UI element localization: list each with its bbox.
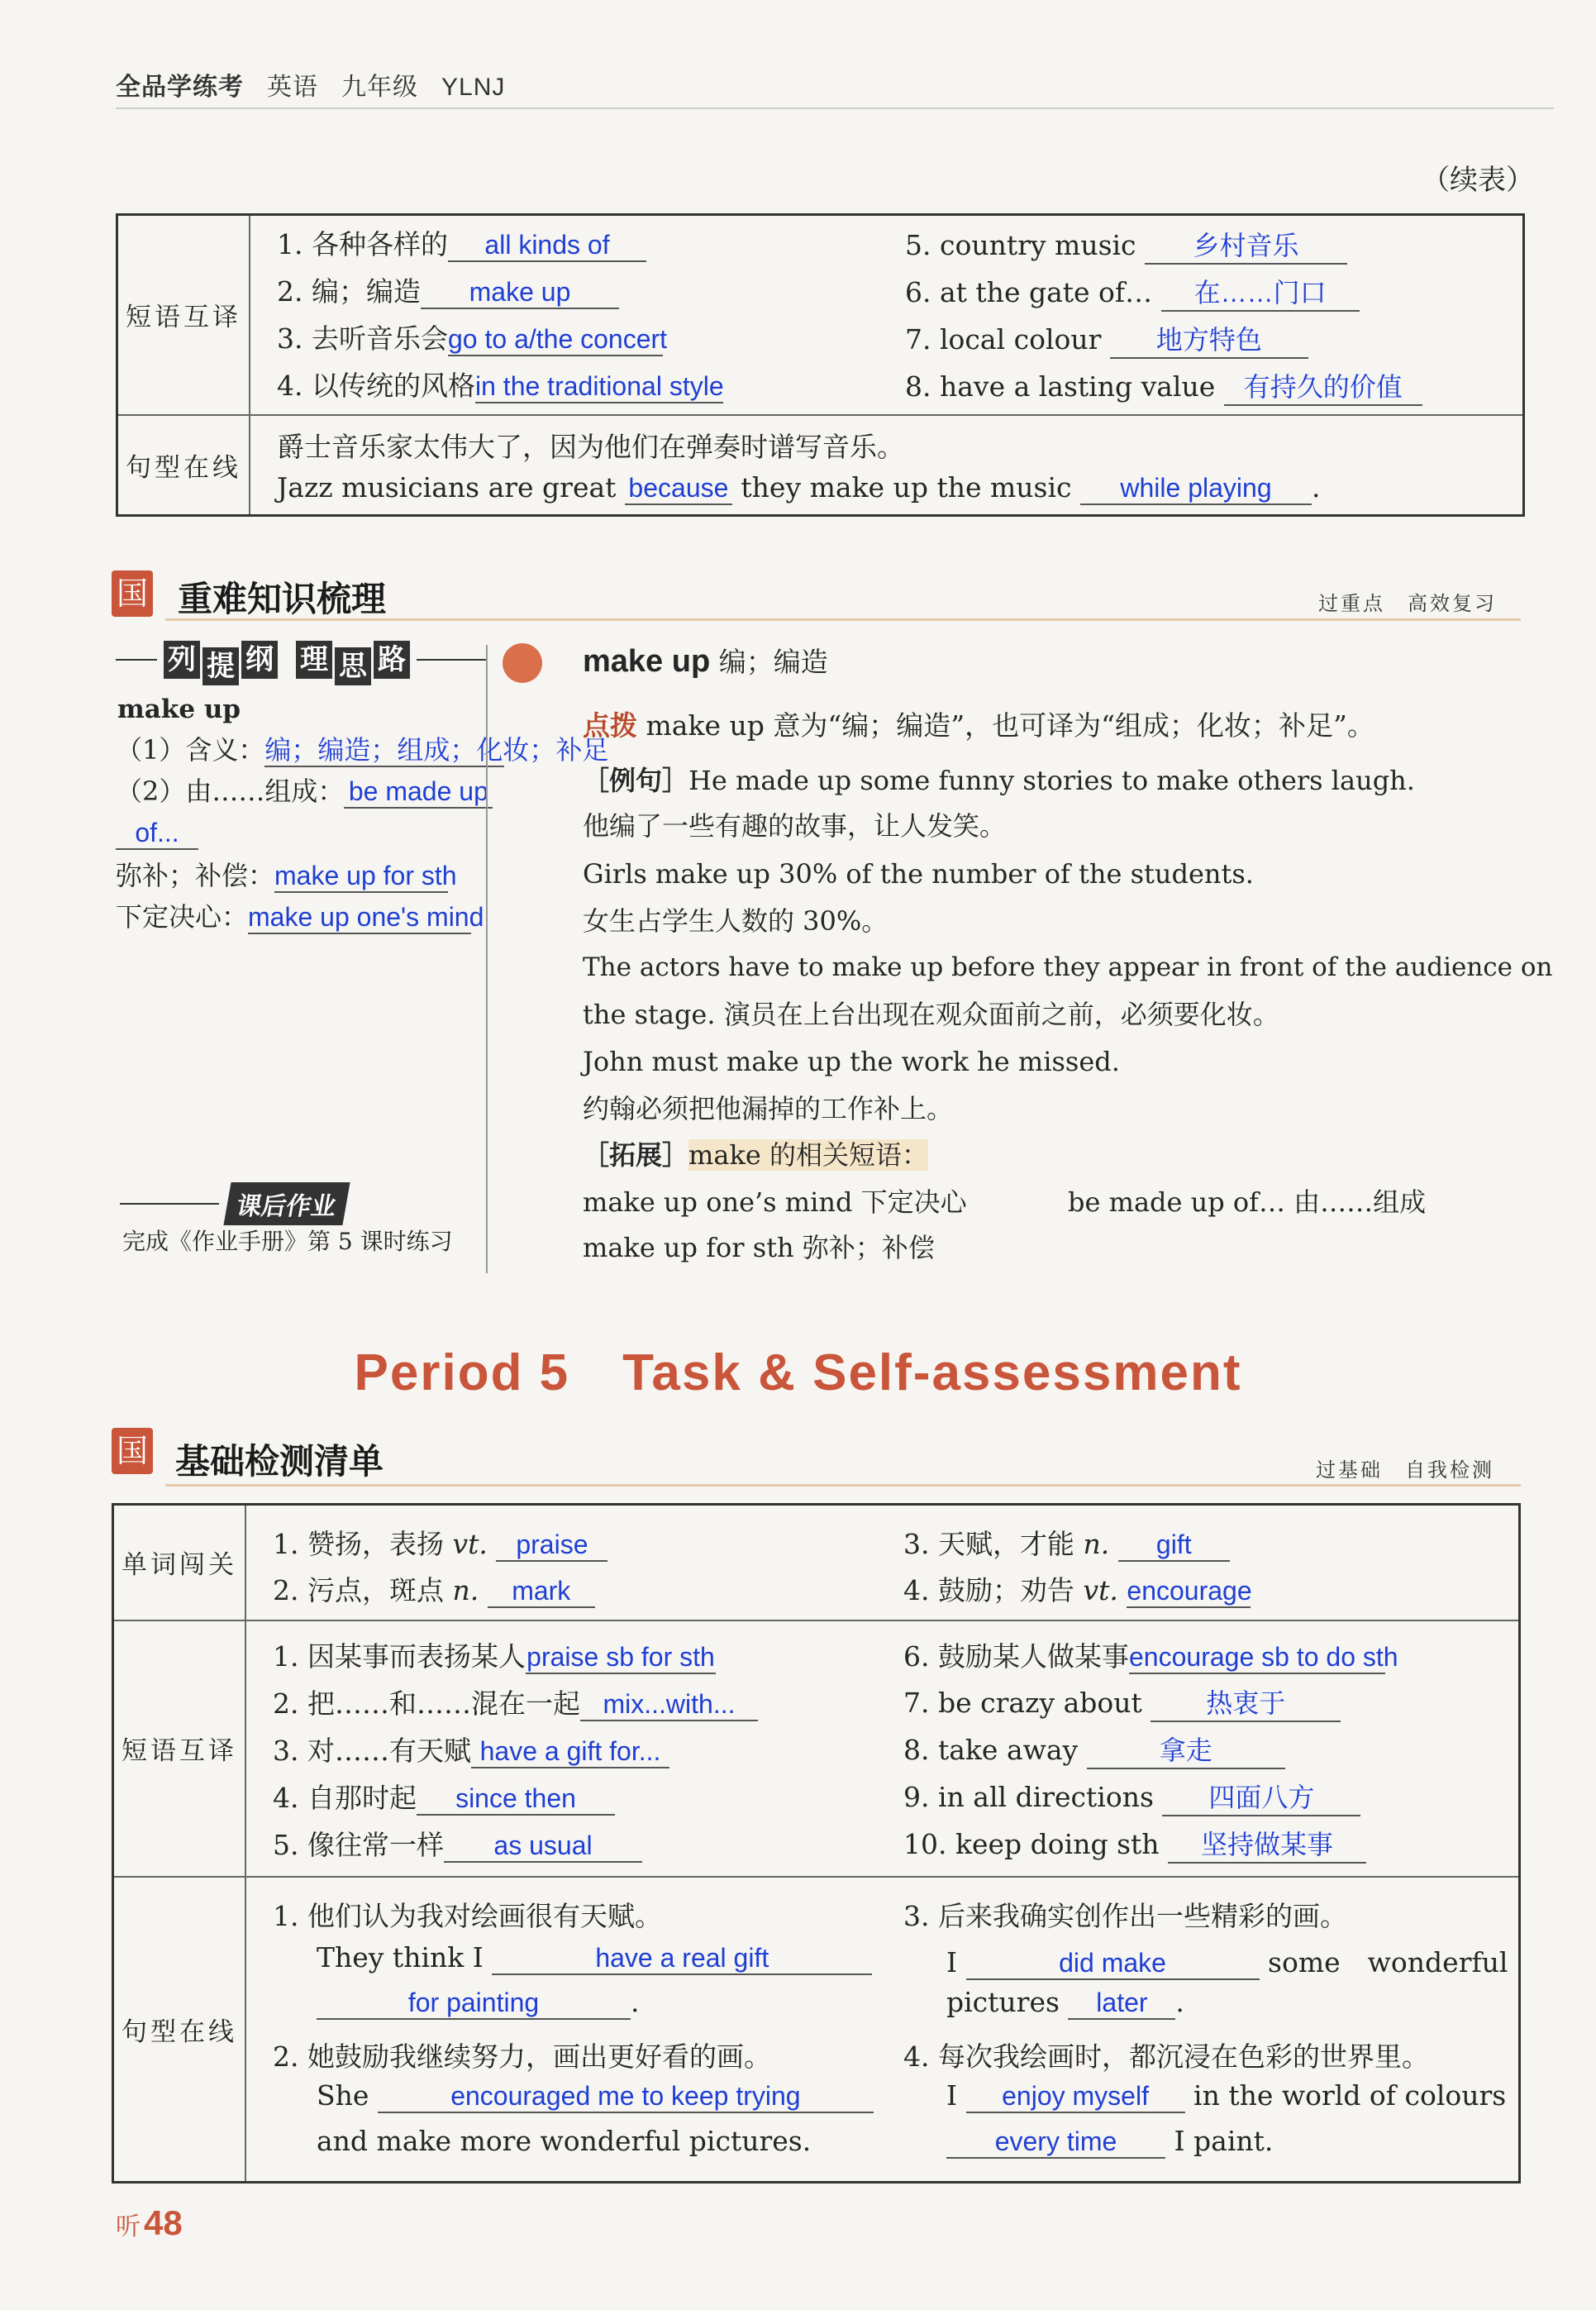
- extension: ［拓展］make 的相关短语：: [583, 1139, 928, 1171]
- answer-blank[interactable]: 编；编造；组成；化妆；补足: [264, 734, 504, 767]
- header-rule: [116, 107, 1554, 109]
- example-3-en: The actors have to make up before they appear in front of the audience on: [583, 952, 1553, 982]
- sentence-3-en-2: pictures later .: [946, 1986, 1184, 2018]
- extension-phrase-2: be made up of… 由……组成: [1068, 1186, 1427, 1218]
- answer-blank[interactable]: mark: [488, 1576, 595, 1608]
- top-phrase-3: 3. 去听音乐会go to a/the concert: [277, 322, 668, 355]
- section-rule: [165, 1484, 1521, 1487]
- subject: 英语: [267, 74, 318, 101]
- answer-blank[interactable]: encourage sb to do sth: [1129, 1642, 1385, 1674]
- page-footer: 听48: [116, 2203, 183, 2242]
- answer-blank[interactable]: of...: [116, 817, 198, 850]
- continued-label: （续表）: [1422, 164, 1534, 197]
- answer-blank[interactable]: make up one's mind: [248, 901, 471, 934]
- phrase-3: 3. 对……有天赋 have a gift for...: [273, 1730, 669, 1768]
- word-4: 4. 鼓励；劝告 vt. encourage: [903, 1574, 1252, 1606]
- top-phrase-4: 4. 以传统的风格in the traditional style: [277, 370, 724, 402]
- section-title: 重难知识梳理: [178, 580, 387, 618]
- phrase-2: 2. 把……和……混在一起 mix...with...: [273, 1682, 758, 1721]
- phrase-category: 短语互译: [117, 215, 250, 415]
- homework-rule: [120, 1203, 219, 1205]
- phrase-7: 7. be crazy about 热衷于: [903, 1682, 1341, 1722]
- top-phrase-8: 8. have a lasting value 有持久的价值: [905, 366, 1422, 406]
- phrase-6: 6. 鼓励某人做某事encourage sb to do sth: [903, 1640, 1398, 1673]
- answer-blank[interactable]: encourage: [1127, 1576, 1251, 1608]
- section-title: 基础检测清单: [175, 1442, 384, 1481]
- sentence-2-en: She encouraged me to keep trying: [317, 2079, 874, 2113]
- example-2-en: Girls make up 30% of the number of the students.: [583, 858, 1254, 890]
- sentence-3-en: I did make some wonderful: [946, 1946, 1508, 1978]
- answer-blank[interactable]: praise: [496, 1530, 607, 1562]
- word-1: 1. 赞扬，表扬 vt. praise: [273, 1523, 607, 1562]
- top-phrase-7: 7. local colour 地方特色: [905, 319, 1308, 359]
- section-icon: 国: [112, 1428, 153, 1474]
- phrase-5: 5. 像往常一样 as usual: [273, 1824, 642, 1863]
- example-1-en: ［例句］He made up some funny stories to make others laugh.: [583, 765, 1415, 796]
- answer-blank[interactable]: 地方特色: [1110, 319, 1308, 359]
- top-phrase-6: 6. at the gate of… 在……门口: [905, 272, 1360, 312]
- answer-blank[interactable]: gift: [1118, 1530, 1230, 1562]
- answer-blank[interactable]: 有持久的价值: [1224, 366, 1422, 406]
- example-4-cn: 约翰必须把他漏掉的工作补上。: [583, 1093, 954, 1124]
- phrase-1: 1. 因某事而表扬某人praise sb for sth: [273, 1640, 715, 1673]
- sentence-1-en-2: for painting .: [317, 1986, 640, 2020]
- answer-blank[interactable]: as usual: [444, 1830, 642, 1863]
- top-sentence-en: Jazz musicians are great because they make up the music while playing .: [277, 471, 1321, 504]
- phrase-9: 9. in all directions 四面八方: [903, 1777, 1360, 1816]
- answer-blank[interactable]: while playing: [1080, 473, 1312, 505]
- answer-blank[interactable]: later: [1068, 1988, 1175, 2020]
- answer-blank[interactable]: in the traditional style: [475, 371, 723, 403]
- point-tip: 点拨 make up 意为“编；编造”，也可译为“组成；化妆；补足”。: [583, 709, 1374, 742]
- phrase-4: 4. 自那时起 since then: [273, 1777, 615, 1816]
- word-2: 2. 污点，斑点 n. mark: [273, 1569, 595, 1608]
- section-icon: 国: [112, 570, 153, 617]
- answer-blank[interactable]: praise sb for sth: [526, 1642, 716, 1674]
- word-3: 3. 天赋，才能 n. gift: [903, 1523, 1230, 1562]
- sentence-3-cn: 3. 后来我确实创作出一些精彩的画。: [903, 1900, 1347, 1932]
- example-4-en: John must make up the work he missed.: [583, 1046, 1120, 1077]
- answer-blank[interactable]: make up: [421, 277, 619, 309]
- answer-blank[interactable]: 在……门口: [1161, 272, 1360, 312]
- homework-text: 完成《作业手册》第 5 课时练习: [122, 1228, 453, 1255]
- point-bullet-icon: [503, 643, 542, 683]
- answer-blank[interactable]: because: [625, 473, 732, 505]
- phrase-10: 10. keep doing sth 坚持做某事: [903, 1824, 1366, 1864]
- answer-blank[interactable]: encouraged me to keep trying: [378, 2081, 874, 2113]
- outline-word: make up: [117, 694, 241, 724]
- top-phrase-1: 1. 各种各样的 all kinds of: [277, 223, 646, 262]
- sentence-4-en: I enjoy myself in the world of colours: [946, 2079, 1507, 2112]
- sentence-2-en-2: and make more wonderful pictures.: [317, 2125, 812, 2157]
- answer-blank[interactable]: since then: [417, 1783, 615, 1816]
- answer-blank[interactable]: enjoy myself: [966, 2081, 1185, 2113]
- outline-makeup-for: 弥补；补偿：make up for sth: [116, 860, 448, 893]
- sentence-4-en-2: every time I paint.: [946, 2125, 1273, 2159]
- answer-blank[interactable]: all kinds of: [448, 230, 646, 262]
- sentence-category: 句型在线: [117, 415, 250, 516]
- brand: 全品学练考: [116, 74, 244, 101]
- top-phrase-5: 5. country music 乡村音乐: [905, 225, 1347, 265]
- grade: 九年级: [341, 74, 418, 101]
- word-category: 单词闯关: [113, 1505, 246, 1620]
- answer-blank[interactable]: have a real gift: [492, 1943, 872, 1975]
- answer-blank[interactable]: every time: [946, 2126, 1165, 2159]
- example-2-cn: 女生占学生人数的 30%。: [583, 905, 889, 937]
- section-subtitle: 过重点 高效复习: [1318, 592, 1497, 615]
- answer-blank[interactable]: 坚持做某事: [1168, 1824, 1366, 1864]
- answer-blank[interactable]: mix...with...: [580, 1689, 758, 1721]
- answer-blank[interactable]: 四面八方: [1162, 1777, 1360, 1816]
- outline-mind: 下定决心：make up one's mind: [116, 901, 471, 934]
- period-heading: Period 5 Task & Self-assessment: [354, 1344, 1242, 1401]
- edition: YLNJ: [441, 74, 506, 101]
- top-phrase-2: 2. 编；编造 make up: [277, 270, 619, 309]
- phrase-8: 8. take away 拿走: [903, 1730, 1285, 1769]
- homework-label: 课后作业: [223, 1182, 350, 1225]
- section-rule: [165, 618, 1521, 621]
- column-divider: [486, 645, 488, 1273]
- top-sentence-cn: 爵士音乐家太伟大了，因为他们在弹奏时谱写音乐。: [277, 431, 904, 463]
- page-header: [116, 66, 528, 103]
- sentence-4-cn: 4. 每次我绘画时，都沉浸在色彩的世界里。: [903, 2040, 1429, 2073]
- phrase-category: 短语互译: [113, 1620, 246, 1877]
- sentence-1-en: They think I have a real gift: [317, 1941, 872, 1975]
- example-3-cn: the stage. 演员在上台出现在观众面前之前，必须要化妆。: [583, 999, 1279, 1030]
- answer-blank[interactable]: 乡村音乐: [1145, 225, 1347, 265]
- section-subtitle: 过基础 自我检测: [1316, 1458, 1494, 1482]
- answer-blank[interactable]: make up for sth: [274, 860, 448, 893]
- sentence-2-cn: 2. 她鼓励我继续努力，画出更好看的画。: [273, 2040, 771, 2073]
- answer-blank[interactable]: 热衷于: [1151, 1682, 1341, 1722]
- sentence-category: 句型在线: [113, 1877, 246, 2183]
- extension-phrase-3: make up for sth 弥补；补偿: [583, 1232, 935, 1263]
- answer-blank[interactable]: 拿走: [1087, 1730, 1285, 1769]
- example-1-cn: 他编了一些有趣的故事，让人发笑。: [583, 810, 1007, 842]
- point-title: make up 编；编造: [583, 644, 828, 679]
- answer-blank[interactable]: be made up: [344, 776, 493, 809]
- outline-meaning: （1）含义：编；编造；组成；化妆；补足: [116, 734, 504, 767]
- answer-blank[interactable]: have a gift for...: [471, 1736, 669, 1768]
- answer-blank[interactable]: for painting: [317, 1988, 631, 2020]
- outline-consist: （2）由……组成： be made up: [116, 776, 493, 809]
- outline-consist-2: [116, 817, 198, 850]
- extension-phrase-1: make up one’s mind 下定决心: [583, 1186, 967, 1218]
- answer-blank[interactable]: go to a/the concert: [448, 324, 663, 356]
- sentence-1-cn: 1. 他们认为我对绘画很有天赋。: [273, 1900, 662, 1932]
- answer-blank[interactable]: did make: [966, 1948, 1260, 1980]
- page-number: 48: [144, 2203, 183, 2242]
- outline-banner: 列 提 纲 理 思 路: [157, 641, 417, 679]
